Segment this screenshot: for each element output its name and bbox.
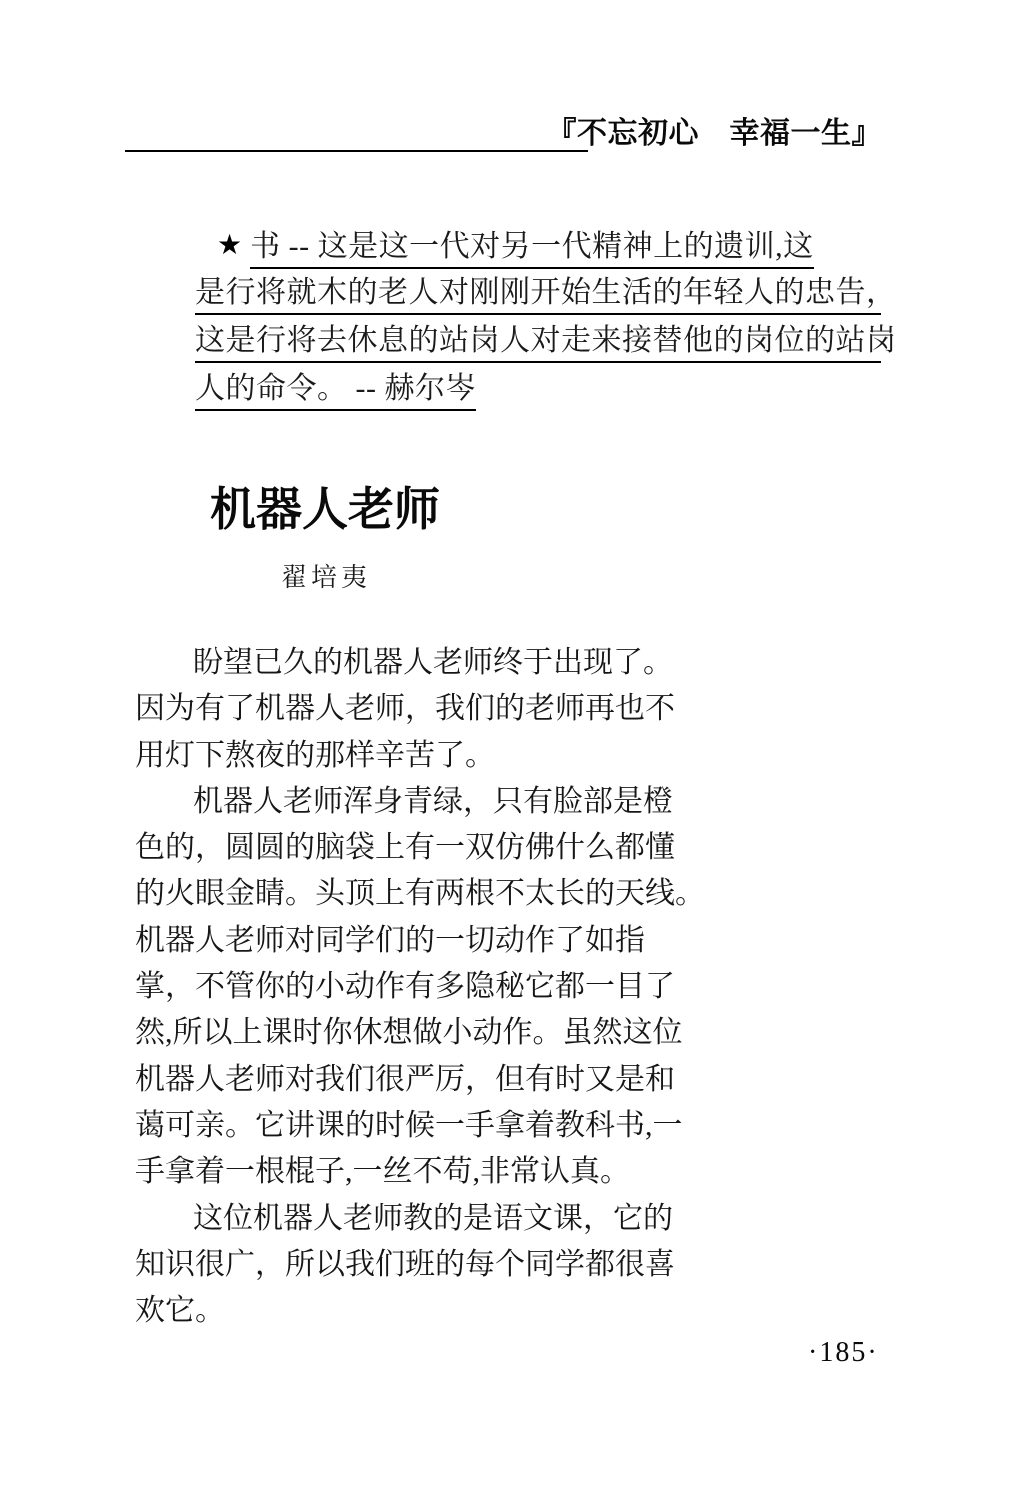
epigraph-line bbox=[195, 324, 897, 372]
paragraph bbox=[135, 640, 687, 779]
body-line: 欢它。 bbox=[135, 1294, 225, 1328]
body-line: 蔼可亲。它讲课的时候一手拿着教科书,一 bbox=[135, 1108, 683, 1142]
body-line: 的火眼金睛。头顶上有两根不太长的天线。 bbox=[135, 877, 705, 911]
header-rule bbox=[125, 150, 588, 152]
epigraph-line-text: 人的命令。 -- 赫尔岑 bbox=[195, 373, 476, 411]
paragraph bbox=[135, 1196, 687, 1335]
epigraph-quote bbox=[195, 228, 897, 420]
article-body bbox=[135, 640, 705, 1334]
body-line: 手拿着一根棍子,一丝不苟,非常认真。 bbox=[135, 1155, 630, 1189]
body-line: 机器人老师对我们很严厉，但有时又是和 bbox=[135, 1062, 675, 1096]
epigraph-line bbox=[195, 228, 881, 276]
body-line: 用灯下熬夜的那样辛苦了。 bbox=[135, 738, 495, 772]
epigraph-line bbox=[195, 276, 897, 324]
star-icon: ★ bbox=[217, 230, 243, 261]
body-line: 然,所以上课时你休想做小动作。虽然这位 bbox=[135, 1016, 683, 1050]
body-line: 因为有了机器人老师，我们的老师再也不 bbox=[135, 692, 675, 726]
body-line: 掌，不管你的小动作有多隐秘它都一目了 bbox=[135, 970, 675, 1004]
article-title: 机器人老师 bbox=[210, 484, 440, 535]
epigraph-line bbox=[195, 372, 881, 420]
epigraph-line-text: 书 -- 这是这一代对另一代精神上的遗训,这 bbox=[250, 231, 813, 269]
body-line: 机器人老师对同学们的一切动作了如指 bbox=[135, 923, 645, 957]
article-author: 翟培夷 bbox=[281, 563, 372, 592]
body-line: 盼望已久的机器人老师终于出现了。 bbox=[193, 646, 673, 679]
page-number: ·185· bbox=[808, 1337, 879, 1368]
paragraph bbox=[135, 779, 705, 1196]
epigraph-line-text: 这是行将去休息的站岗人对走来接替他的岗位的站岗 bbox=[195, 325, 881, 363]
epigraph-line-text: 是行将就木的老人对刚刚开始生活的年轻人的忠告， bbox=[195, 277, 881, 315]
body-line: 这位机器人老师教的是语文课，它的 bbox=[193, 1201, 673, 1235]
body-line: 色的，圆圆的脑袋上有一双仿佛什么都懂 bbox=[135, 831, 675, 865]
book-header-title: 『不忘初心 幸福一生』 bbox=[546, 117, 882, 150]
body-line: 知识很广，所以我们班的每个同学都很喜 bbox=[135, 1247, 675, 1281]
body-line: 机器人老师浑身青绿，只有脸部是橙 bbox=[193, 784, 673, 818]
